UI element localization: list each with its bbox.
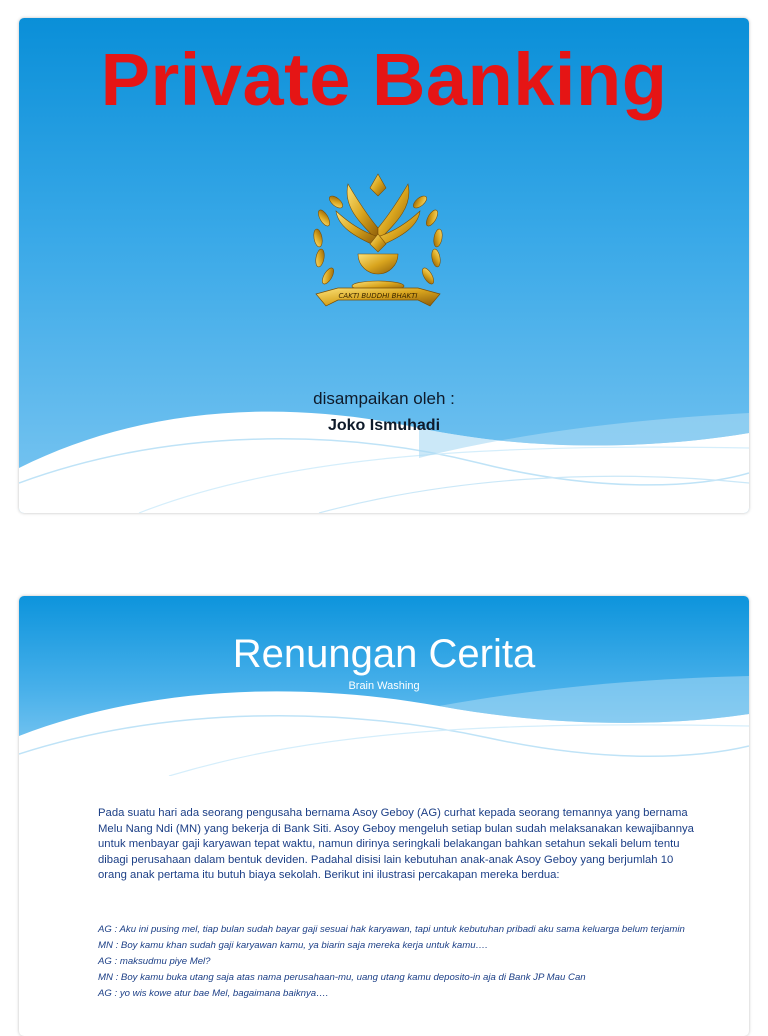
dialogue-list: [98, 922, 698, 1002]
emblem-motto: CAKTI BUDDHI BHAKTI: [338, 292, 418, 300]
dialogue-line: MN : Boy kamu buka utang saja atas nama perusahaan-mu, uang utang kamu deposito-in aja di Bank JP Mau Can: [98, 971, 586, 983]
dialogue-line: AG : Aku ini pusing mel, tiap bulan sudah bayar gaji sesuai hak karyawan, tapi untuk kebutuhan pribadi aku sama keluarga belum terjamin: [98, 924, 685, 935]
story-paragraph: [98, 806, 698, 884]
dialogue-line: MN : Boy kamu khan sudah gaji karyawan kamu, ya biarin saja mereka kerja untuk kamu….: [98, 939, 488, 951]
author-name: Joko Ismuhadi: [327, 417, 441, 434]
dialogue-line: AG : maksudmu piye Mel?: [98, 955, 211, 967]
presented-by-label: disampaikan oleh :: [313, 389, 455, 408]
page-title: Private Banking: [100, 38, 668, 121]
dialogue-line: AG : yo wis kowe atur bae Mel, bagaimana baiknya….: [98, 987, 329, 999]
slide-subtitle: Brain Washing: [348, 680, 420, 692]
title-slide: [19, 18, 749, 513]
paragraph-text: Pada suatu hari ada seorang pengusaha bernama Asoy Geboy (AG) curhat kepada seorang temannya yang bernama Melu Nang Ndi (MN) yang bekerja di Bank Siti. Asoy Geboy mengeluh setiap bulan sudah melaksanakan kewajibannya untuk menbayar gaji karyawan tepat waktu, namun dirinya seringkali belakangan bahkan setahun sekali belum tentu dibagi perusahaan dalam bentuk deviden. Padahal disisi lain kebutuhan anak-anak Asoy Geboy yang berjumlah 10 orang anak pertama itu butuh biaya sekolah. Berikut ini ilustrasi percakapan mereka berdua:: [98, 807, 694, 882]
slide-title: Renungan Cerita: [232, 632, 536, 676]
story-slide: [19, 596, 749, 1036]
winged-wreath-emblem-icon: [298, 166, 458, 326]
